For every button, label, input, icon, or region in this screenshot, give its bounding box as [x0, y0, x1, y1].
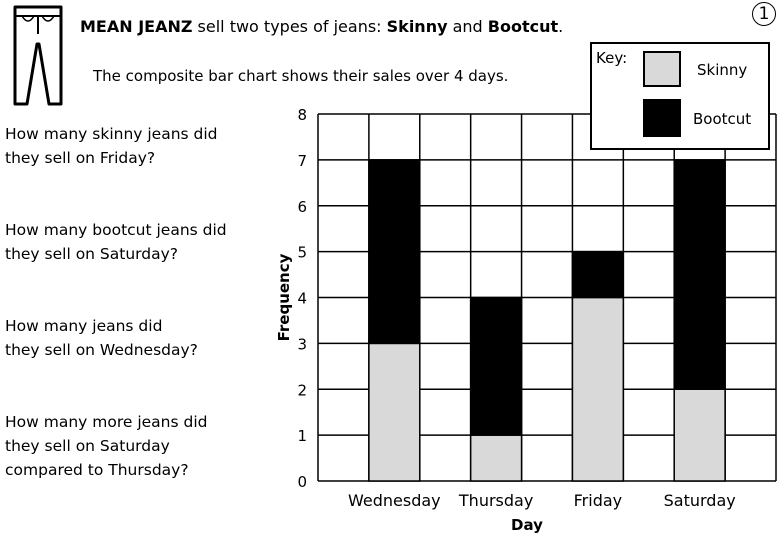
type-bootcut: Bootcut [487, 17, 559, 36]
x-tick-label: Friday [573, 491, 623, 510]
bar-skinny-friday [572, 298, 623, 482]
y-tick-label: 0 [297, 473, 307, 491]
y-tick-label: 7 [297, 151, 307, 170]
question-2: How many bootcut jeans did they sell on Saturday? [5, 221, 227, 263]
intro-text-a: sell two types of jeans: [192, 17, 387, 36]
key-title: Key: [596, 49, 628, 67]
y-tick-label: 2 [297, 381, 307, 400]
bar-bootcut-wednesday [369, 160, 420, 344]
chart-description: The composite bar chart shows their sales over 4 days. [93, 67, 509, 85]
bar-bootcut-thursday [471, 298, 522, 436]
bar-skinny-wednesday [369, 343, 420, 481]
y-tick-label: 8 [297, 106, 307, 124]
y-tick-label: 5 [297, 243, 307, 262]
y-tick-label: 1 [297, 427, 307, 446]
y-tick-label: 3 [297, 335, 307, 354]
type-skinny: Skinny [386, 17, 448, 36]
key-bootcut-swatch [643, 99, 681, 137]
bar-bootcut-friday [572, 252, 623, 298]
x-tick-label: Saturday [663, 491, 736, 510]
x-tick-label: Thursday [458, 491, 534, 510]
key-skinny-swatch [643, 51, 681, 87]
brand-name: MEAN JEANZ [80, 17, 193, 36]
question-3: How many jeans did they sell on Wednesday? [5, 317, 198, 359]
bar-bootcut-saturday [674, 160, 725, 389]
question-number-badge: 1 [752, 2, 776, 26]
y-tick-label: 6 [297, 197, 307, 216]
key-skinny-label: Skinny [697, 61, 748, 79]
x-axis-title: Day [511, 516, 543, 534]
question-1: How many skinny jeans did they sell on Friday? [5, 125, 218, 167]
question-4: How many more jeans did they sell on Saturday compared to Thursday? [5, 413, 208, 479]
y-tick-label: 4 [297, 289, 307, 308]
bar-skinny-thursday [471, 435, 522, 481]
key-bootcut-label: Bootcut [693, 110, 752, 128]
bar-skinny-saturday [674, 389, 725, 481]
x-tick-label: Wednesday [348, 491, 441, 510]
intro-text-end: . [558, 17, 564, 36]
intro-text-and: and [447, 17, 488, 36]
y-axis-title: Frequency [275, 253, 293, 342]
